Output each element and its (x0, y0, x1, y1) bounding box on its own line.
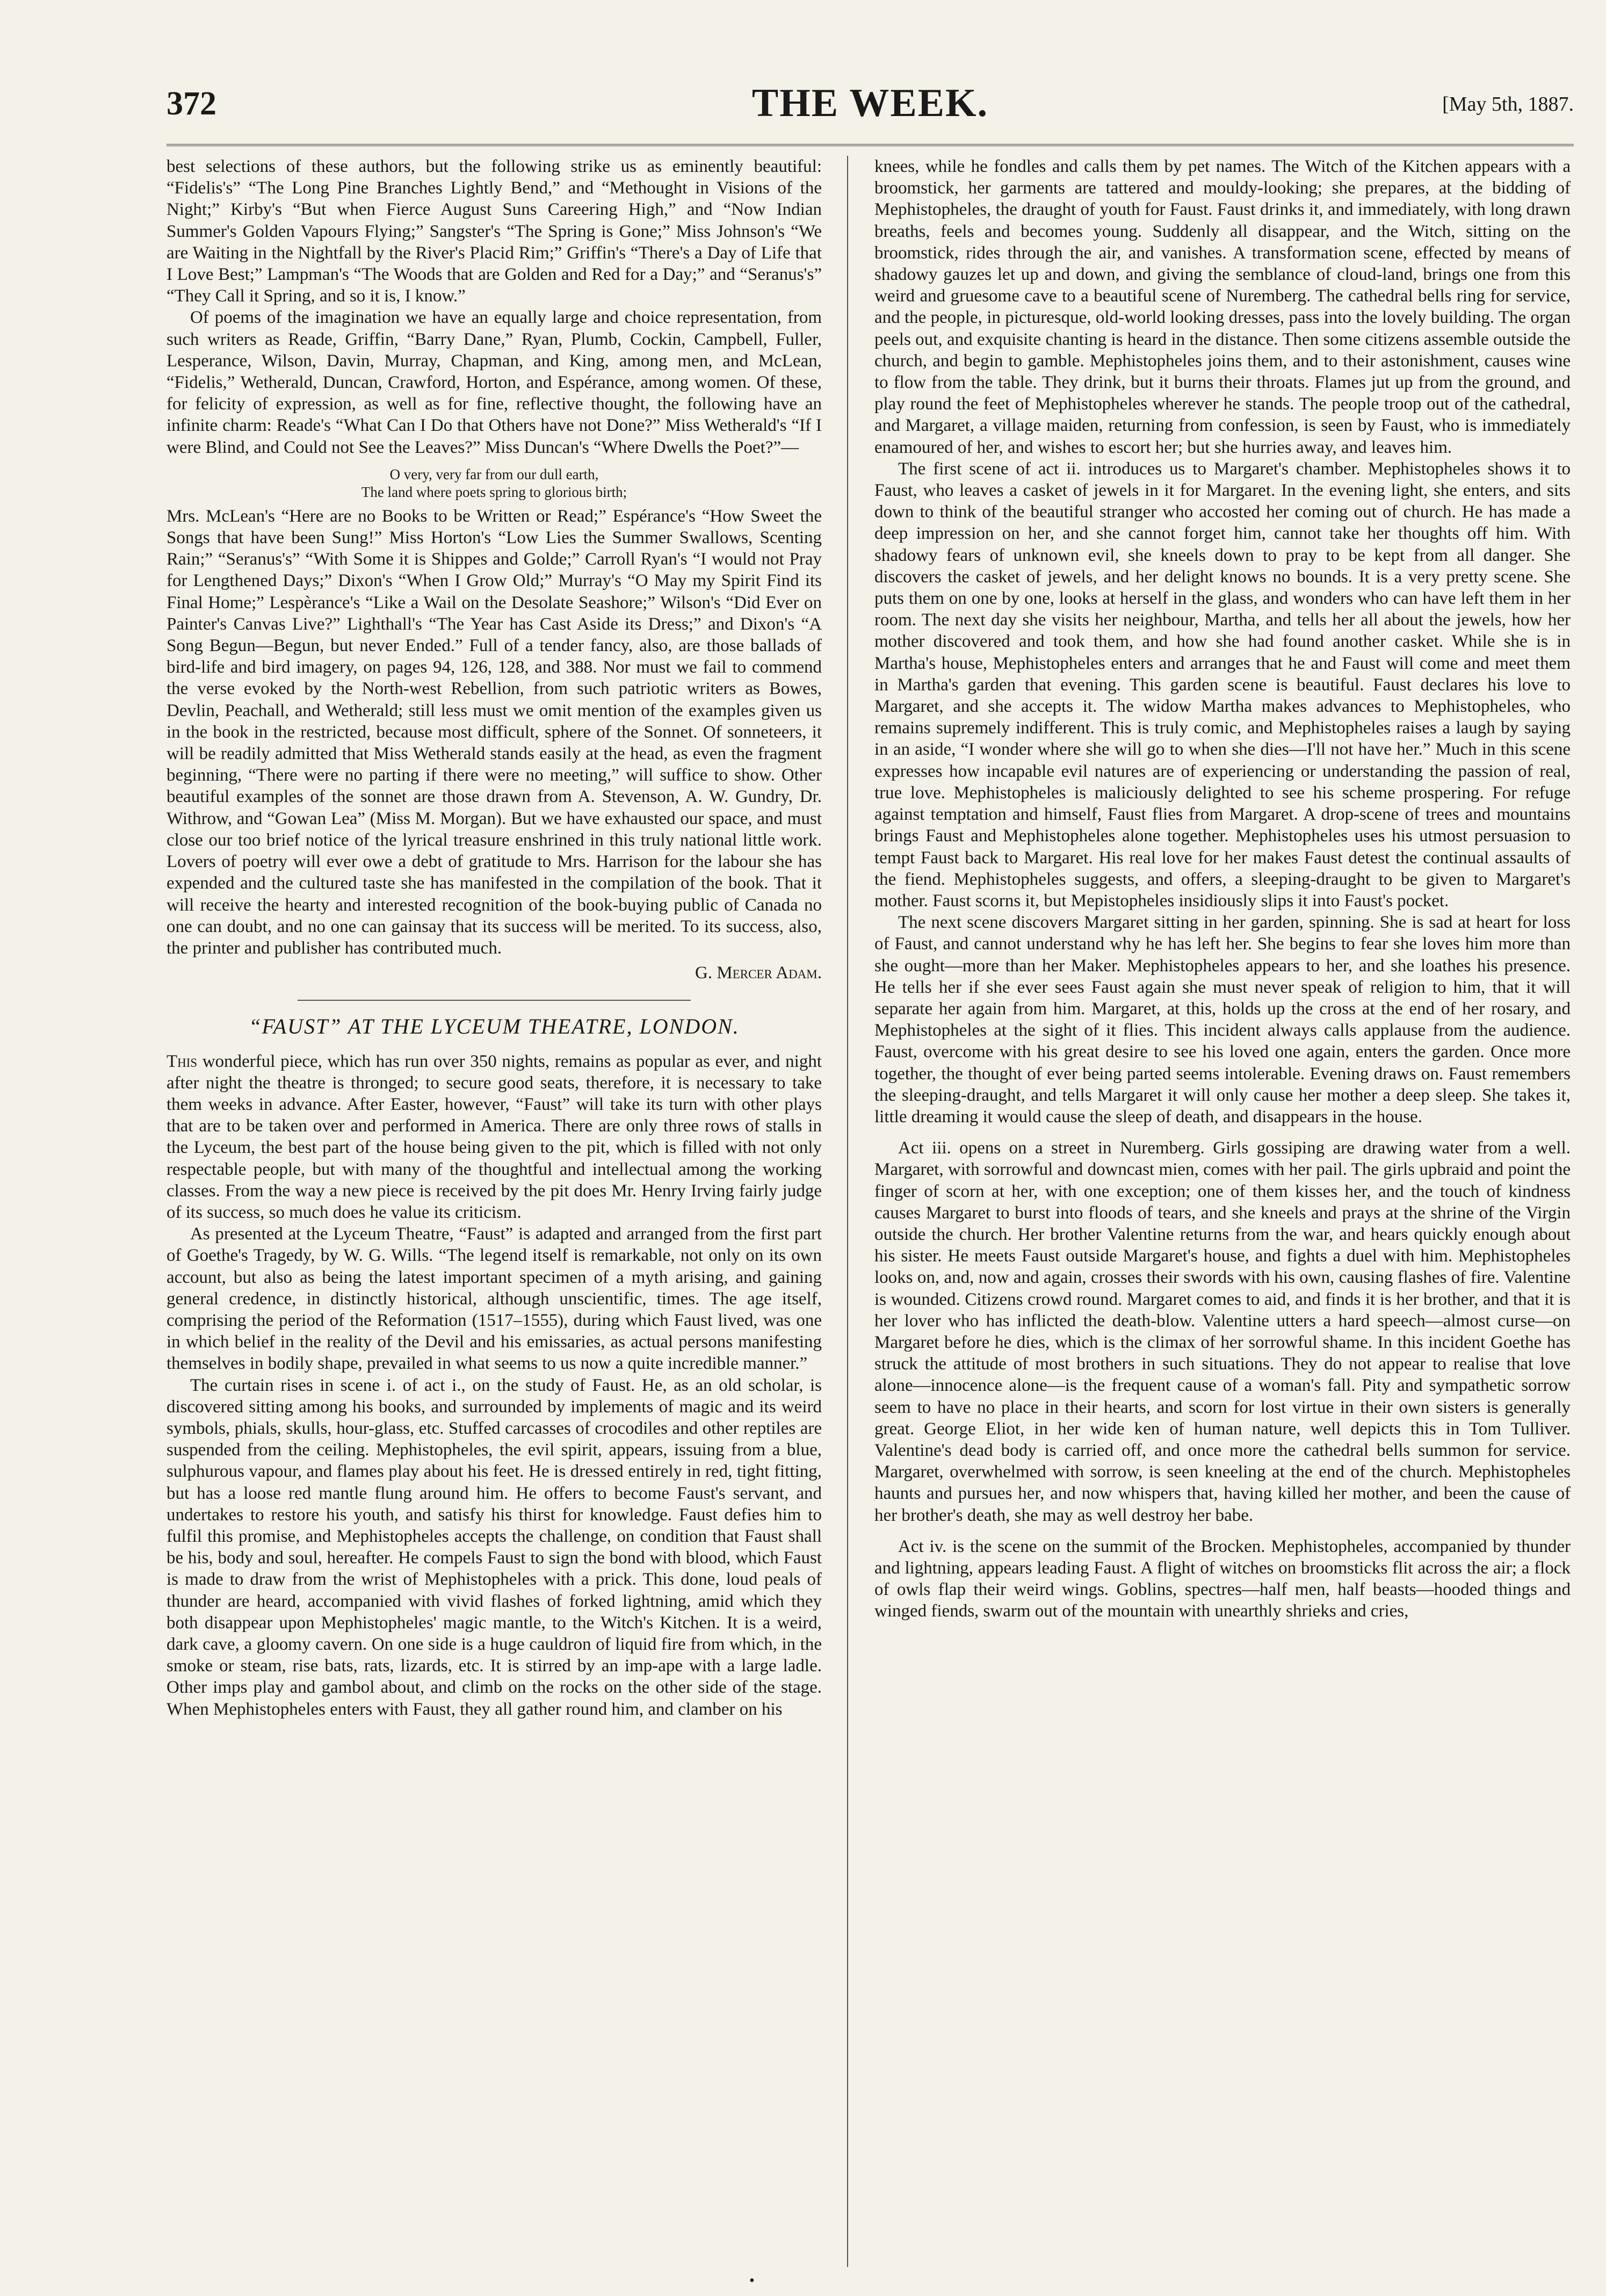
paragraph: knees, while he fondles and calls them by pet names. The Witch of the Kitchen appears with a broomstick, her garments are tattered and mouldy-looking; she prepares, at the bidding of Mephistopheles, the draught of youth for Faust. Faust drinks it, and immediately, with long drawn breaths, feels and becomes young. Suddenly all disappear, and the Witch, sitting on the broomstick, rides through the air, and vanishes. A transformation scene, effected by means of shadowy gauzes let up and down, and giving the semblance of cloud-land, brings one from this weird and gruesome cave to a beautiful scene of Nuremberg. The cathedral bells ring for service, and the people, in picturesque, old-world looking dresses, pass into the lovely building. The organ peels out, and exquisite chanting is heard in the distance. Then some citizens assemble outside the church, and begin to gamble. Mephistopheles joins them, and to their astonishment, causes wine to flow from the table. They drink, but it burns their throats. Flames jut up from the ground, and play round the feet of Mephistopheles wherever he stands. The people troop out of the cathedral, and Margaret, a village maiden, returning from confession, is seen by Faust, who is immediately enamoured of her, and wishes to escort her; but she hurries away, and leaves him. (874, 157, 1571, 457)
verse-line: The land where poets spring to glorious birth; (361, 483, 627, 500)
paragraph: best selections of these authors, but the following strike us as eminently beautiful: “Fidelis's” “The Long Pine Branches Lightly Bend,” and “Methought in Visions of the Night;” Kirby's “But when Fierce August Suns Careering High,” and “Now Indian Summer's Golden Vapours Flying;” Sangster's “The Spring is Gone;” Miss Johnson's “We are Waiting in the Nightfall by the River's Placid Rim;” Griffin's “There's a Day of Life that I Love Best;” Lampman's “The Woods that are Golden and Red for a Day;” and “Seranus's” “They Call it Spring, and so it is, I know.” (167, 157, 822, 306)
left-column (167, 156, 822, 2267)
paragraph-text: wonderful piece, which has run over 350 nights, remains as popular as ever, and night after night the theatre is thronged; to secure good seats, therefore, it is necessary to take them weeks in advance. After Easter, however, “Faust” will take its turn with other plays that are to be taken over and performed in America. There are only three rows of stalls in the Lyceum, the best part of the house being given to the pit, which is filled with not only respectable people, but with many of the thoughtful and intellectual among the working classes. From the way a new piece is received by the pit does Mr. Henry Irving fairly judge of its success, so much does he value its criticism. (167, 1051, 822, 1222)
paragraph: Act iv. is the scene on the summit of the Brocken. Mephistopheles, accompanied by thunder and lightning, appears leading Faust. A flight of witches on broomsticks flit across the air; a flock of owls flap their weird wings. Goblins, spectres—half men, half beasts—hooded things and winged fiends, swarm out of the mountain with unearthly shrieks and cries, (874, 1536, 1571, 1621)
footer-mark: • (749, 2272, 755, 2289)
paragraph: Of poems of the imagination we have an equally large and choice representation, from such writers as Reade, Griffin, “Barry Dane,” Ryan, Plumb, Cockin, Campbell, Fuller, Lesperance, Wilson, Davin, Murray, Chapman, and King, among men, and McLean, “Fidelis,” Wetherald, Duncan, Crawford, Horton, and Espérance, among women. Of these, for felicity of expression, as well as for fine, reflective thought, the following have an infinite charm: Reade's “What Can I Do that Others have not Done?” Miss Wetherald's “If I were Blind, and Could not See the Leaves?” Miss Duncan's “Where Dwells the Poet?”— (167, 308, 822, 457)
column-divider (847, 156, 848, 2267)
article-title: “FAUST” AT THE LYCEUM THEATRE, LONDON. (249, 1014, 740, 1039)
page-number: 372 (167, 85, 216, 122)
paragraph (167, 1051, 822, 1224)
paragraph: Act iii. opens on a street in Nuremberg. Girls gossiping are drawing water from a well. Margaret, with sorrowful and downcast mien, comes with her pail. The girls upbraid and point the finger of scorn at her, with one exception; one of them kisses her, and the touch of kindness causes Margaret to burst into floods of tears, and she kneels and prays at the shrine of the Virgin outside the church. Her brother Valentine returns from the war, and hears quickly enough about his sister. He meets Faust outside Margaret's house, and fights a duel with him. Mephistopheles looks on, and, now and again, crosses their swords with his own, causing flashes of fire. Valentine is wounded. Citizens crowd round. Margaret comes to aid, and finds it is her brother, and that it is her lover who has inflicted the death-blow. Valentine utters a hard speech—almost curse—on Margaret before he dies, which is the climax of her sorrowful shame. In this incident Goethe has struck the attitude of most brothers in such situations. They do not appear to realise that love alone—innocence alone—is the frequent cause of a woman's fall. Pity and sympathetic sorrow seem to have no place in their hearts, and scorn for lost virtue in their own sisters is generally great. George Eliot, in her wide ken of human nature, well depicts this in Tom Tulliver. Valentine's dead body is carried off, and once more the cathedral bells summon for service. Margaret, overwhelmed with sorrow, is seen kneeling at the end of the church. Mephistopheles haunts and pursues her, and now whispers that, having killed her mother, and been the cause of her brother's death, she may as well destroy her babe. (874, 1138, 1571, 1525)
verse-line: O very, very far from our dull earth, (389, 466, 599, 482)
author-signature: G. Mercer Adam. (695, 963, 822, 983)
lead-word: This (167, 1051, 198, 1071)
paragraph: Mrs. McLean's “Here are no Books to be Written or Read;” Espérance's “How Sweet the Songs that have been Sung!” Miss Horton's “Low Lies the Summer Swallows, Scenting Rain;” “Seranus's” “With Some it is Shippes and Golde;” Carroll Ryan's “I would not Pray for Lengthened Days;” Dixon's “When I Grow Old;” Murray's “O May my Spirit Find its Final Home;” Lespèrance's “Like a Wail on the Desolate Seashore;” Wilson's “Did Ever on Painter's Canvas Live?” Lighthall's “The Year has Cast Aside its Dress;” and Dixon's “A Song Begun—Begun, but never Ended.” Full of a tender fancy, also, are those ballads of bird-life and bird imagery, on pages 94, 126, 128, and 388. Nor must we fail to commend the verse evoked by the North-west Rebellion, from such patriotic writers as Bowes, Devlin, Peachall, and Wetherald; still less must we omit mention of the examples given us in the book in the restricted, because most difficult, sphere of the Sonnet. Of sonneteers, it will be readily admitted that Miss Wetherald stands easily at the head, as even the fragment beginning, “There were no parting if there were no meeting,” will suffice to show. Other beautiful examples of the sonnet are those drawn from A. Stevenson, A. W. Gundry, Dr. Withrow, and “Gowan Lea” (Miss M. Morgan). But we have exhausted our space, and must close our too brief notice of the lyrical treasure enshrined in this truly national little work. Lovers of poetry will ever owe a debt of gratitude to Mrs. Harrison for the labour she has expended and the cultured taste she has manifested in the compilation of the book. That it will receive the hearty and interested recognition of the book-buying public of Canada no one can doubt, and no one can gainsay that its success will be merited. To its success, also, the printer and publisher has contributed much. (167, 506, 822, 958)
masthead-title: THE WEEK. (751, 81, 989, 125)
right-column (874, 156, 1571, 2267)
page-header (167, 81, 1574, 140)
header-rule (167, 144, 1574, 146)
section-separator (298, 1000, 691, 1001)
paragraph: The curtain rises in scene i. of act i., on the study of Faust. He, as an old scholar, is discovered sitting among his books, and surrounded by implements of magic and its weird symbols, phials, skulls, hour-glass, etc. Stuffed carcasses of crocodiles and other reptiles are suspended from the ceiling. Mephistopheles, the evil spirit, appears, issuing from a blue, sulphurous vapour, and flames play about his feet. He is dressed entirely in red, tight fitting, but has a loose red mantle flung around him. He offers to become Faust's servant, and undertakes to restore his youth, and satisfy his thirst for knowledge. Faust defies him to fulfil this promise, and Mephistopheles accepts the challenge, on condition that Faust shall be his, body and soul, hereafter. He compels Faust to sign the bond with blood, which Faust is made to draw from the wrist of Mephistopheles with a prick. This done, loud peals of thunder are heard, accompanied with vivid flashes of forked lightning, amid which they both disappear upon Mephistopheles' magic mantle, to the Witch's Kitchen. It is a weird, dark cave, a gloomy cavern. On one side is a huge cauldron of liquid fire from which, in the smoke or steam, rise bats, rats, lizards, etc. It is stirred by an imp-ape with a large ladle. Other imps play and gambol about, and climb on the rocks on the other side of the stage. When Mephistopheles enters with Faust, they all gather round him, and clamber on his (167, 1375, 822, 1719)
issue-date: [May 5th, 1887. (1442, 93, 1574, 115)
paragraph: The next scene discovers Margaret sitting in her garden, spinning. She is sad at heart for loss of Faust, and cannot understand why he has left her. She begins to fear she loves him more than she ought—more than her Maker. Mephistopheles appears to her, and she loathes his presence. He tells her if she ever sees Faust again she must never speak of religion to him, that it will separate her again from him. Margaret, at this, holds up the cross at the end of her rosary, and Mephistopheles at the sight of it flies. This incident always calls applause from the audience. Faust, overcome with his great desire to see his loved one again, enters the garden. Once more together, the thought of ever being parted seems intolerable. Evening draws on. Faust remembers the sleeping-draught, and tells Margaret it will only cause her mother a deep sleep. She takes it, little dreaming it would cause the sleep of death, and disappears in the house. (874, 913, 1571, 1127)
paragraph: The first scene of act ii. introduces us to Margaret's chamber. Mephistopheles shows it to Faust, who leaves a casket of jewels in it for Margaret. In the evening light, she enters, and sits down to think of the beautiful stranger who accosted her coming out of church. He has made a deep impression on her, and she cannot forget him, cannot take her thoughts off him. With shadowy fears of unknown evil, she kneels down to pray to be kept from all danger. She discovers the casket of jewels, and her delight knows no bounds. It is a very pretty scene. She puts them on one by one, looks at herself in the glass, and wonders who can have left them in her room. The next day she visits her neighbour, Martha, and tells her all about the jewels, how her mother discovered and took them, and how she had found another casket. While she is in Martha's house, Mephistopheles enters and arranges that he and Faust will come and meet them in Martha's garden that evening. This garden scene is beautiful. Faust declares his love to Margaret, and she accepts it. The widow Martha makes advances to Mephistopheles, who remains supremely indifferent. This is truly comic, and Mephistopheles raises a laugh by saying in an aside, “I wonder where she will go to when she dies—I'll not have her.” Much in this scene expresses how incapable evil natures are of experiencing or understanding the passion of real, true love. Mephistopheles is maliciously delighted to see his scheme prospering. For refuge against temptation and himself, Faust flies from Margaret. A drop-scene of trees and mountains brings Faust and Mephistopheles alone together. Mephistopheles uses his utmost persuasion to tempt Faust back to Margaret. His real love for her makes Faust detest the continual assaults of the fiend. Mephistopheles suggests, and offers, a sleeping-draught to be given to Margaret's mother. Faust scorns it, but Mepistopheles insidiously slips it into Faust's pocket. (874, 459, 1571, 911)
paragraph: As presented at the Lyceum Theatre, “Faust” is adapted and arranged from the first part of Goethe's Tragedy, by W. G. Wills. “The legend itself is remarkable, not only on its own account, but also as being the latest important specimen of a myth arising, and gaining general credence, in distinctly historical, although unscientific, times. The age itself, comprising the period of the Reformation (1517–1555), during which Faust lived, was one in which belief in the reality of the Devil and his emissaries, as actual persons manifesting themselves in bodily shape, prevailed in what seems to us now a quite incredible manner.” (167, 1224, 822, 1374)
verse-quote (167, 466, 822, 501)
